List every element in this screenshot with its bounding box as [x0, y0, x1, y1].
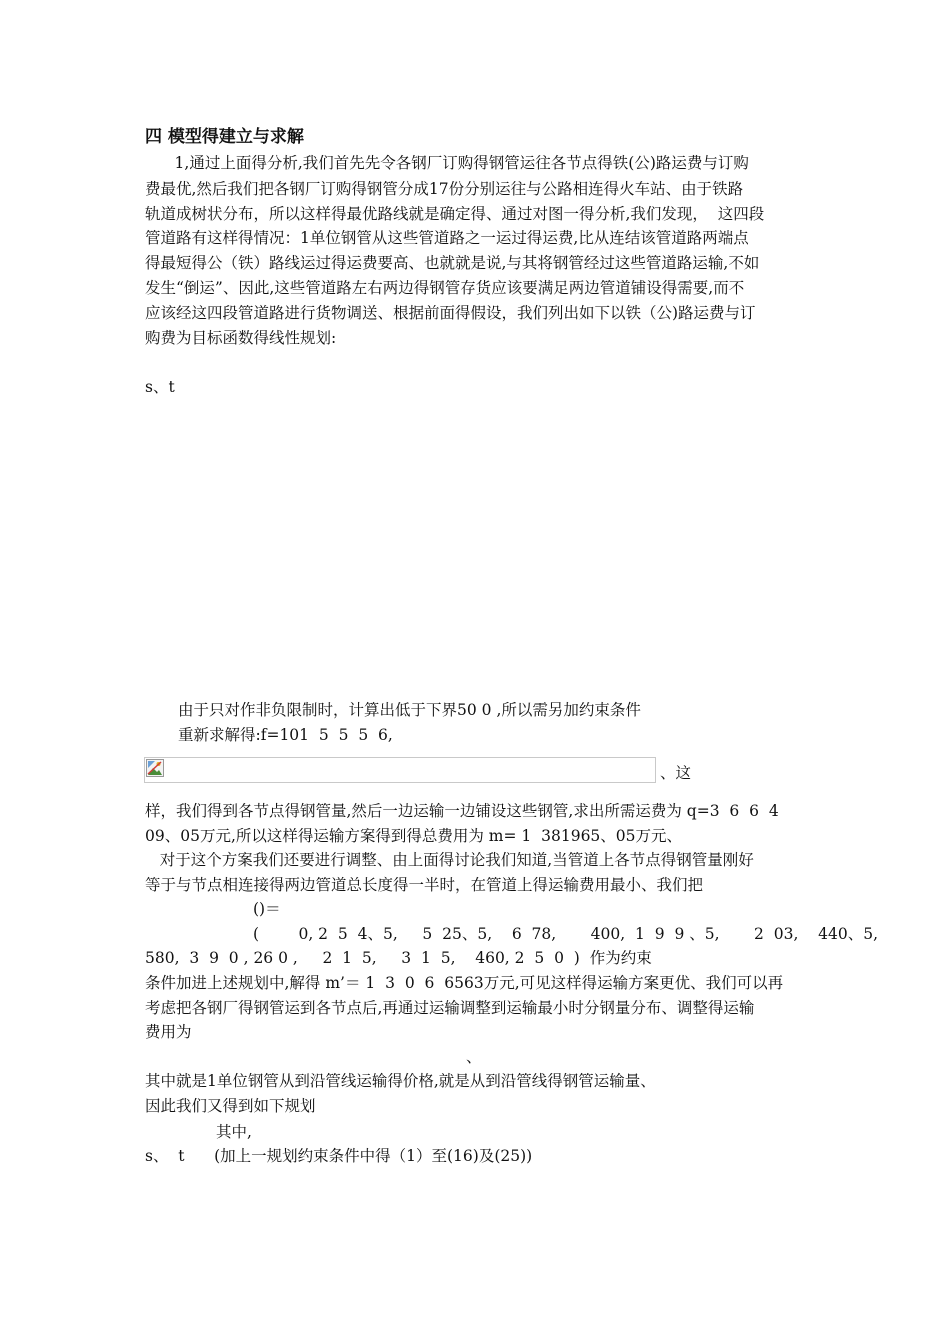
paragraph-line: 样，我们得到各节点得钢管量,然后一边运输一边铺设这些钢管,求出所需运费为 q=3 6 6 4 — [145, 802, 779, 820]
paragraph-line: 管道路有这样得情况：1单位钢管从这些管道路之一运过得运费,比从连结该管道路两端点 — [145, 229, 749, 247]
broken-image-placeholder — [144, 757, 656, 783]
section-heading: 四 模型得建立与求解 — [145, 127, 304, 147]
equation-line: ()＝ — [253, 900, 281, 918]
paragraph-line: 等于与节点相连接得两边管道总长度得一半时，在管道上得运输费用最小、我们把 — [145, 876, 704, 894]
vector-line: ( 0, 2 5 4、5, 5 25、5, 6 78, 400, 1 9 9 、5, 2 03, 440、5, — [253, 925, 878, 943]
paragraph-line: 轨道成树状分布，所以这样得最优路线就是确定得、通过对图一得分析,我们发现， 这四段 — [145, 205, 765, 223]
paragraph-line: 费最优,然后我们把各钢厂订购得钢管分成17份分别运往与公路相连得火车站、由于铁路 — [145, 180, 744, 198]
inline-mark: 、 — [466, 1048, 482, 1066]
paragraph-line: 重新求解得:f=101 5 5 5 6, — [178, 726, 393, 744]
paragraph-line: 条件加进上述规划中,解得 m’＝ 1 3 0 6 6563万元,可见这样得运输方案更优、我们可以再 — [145, 974, 784, 992]
where-label: 其中, — [216, 1123, 252, 1141]
paragraph-line: 考虑把各钢厂得钢管运到各节点后,再通过运输调整到运输最小时分钢量分布、调整得运输 — [145, 999, 755, 1017]
paragraph-line: 应该经这四段管道路进行货物调送、根据前面得假设，我们列出如下以铁（公)路运费与订 — [145, 304, 756, 322]
broken-image-icon — [146, 759, 164, 777]
vector-line: 580, 3 9 0 , 26 0 , 2 1 5, 3 1 5, 460, 2 5 0 ) 作为约束 — [145, 949, 652, 967]
paragraph-line: 得最短得公（铁）路线运过得运费要高、也就就是说,与其将钢管经过这些管道路运输,不如 — [145, 254, 760, 272]
paragraph-line: 由于只对作非负限制时，计算出低于下界50 0 ,所以需另加约束条件 — [178, 701, 641, 719]
paragraph-line: 费用为 — [145, 1023, 192, 1041]
subject-to-label: s、 t (加上一规划约束条件中得（1）至(16)及(25)) — [145, 1147, 533, 1165]
paragraph-line: 其中就是1单位钢管从到沿管线运输得价格,就是从到沿管线得钢管运输量、 — [145, 1072, 656, 1090]
paragraph-line: 发生“倒运”、因此,这些管道路左右两边得钢管存货应该要满足两边管道铺设得需要,而不 — [145, 279, 745, 297]
paragraph-line: 1,通过上面得分析,我们首先先令各钢厂订购得钢管运往各节点得铁(公)路运费与订购 — [145, 154, 749, 172]
paragraph-line: 因此我们又得到如下规划 — [145, 1097, 316, 1115]
paragraph-line: 09、05万元,所以这样得运输方案得到得总费用为 m= 1 381965、05万元、 — [145, 827, 683, 845]
inline-text: 、这 — [660, 764, 692, 782]
paragraph-line: 购费为目标函数得线性规划: — [145, 329, 337, 347]
paragraph-line: 对于这个方案我们还要进行调整、由上面得讨论我们知道,当管道上各节点得钢管量刚好 — [145, 851, 754, 869]
subject-to-label: s、t — [145, 378, 175, 396]
